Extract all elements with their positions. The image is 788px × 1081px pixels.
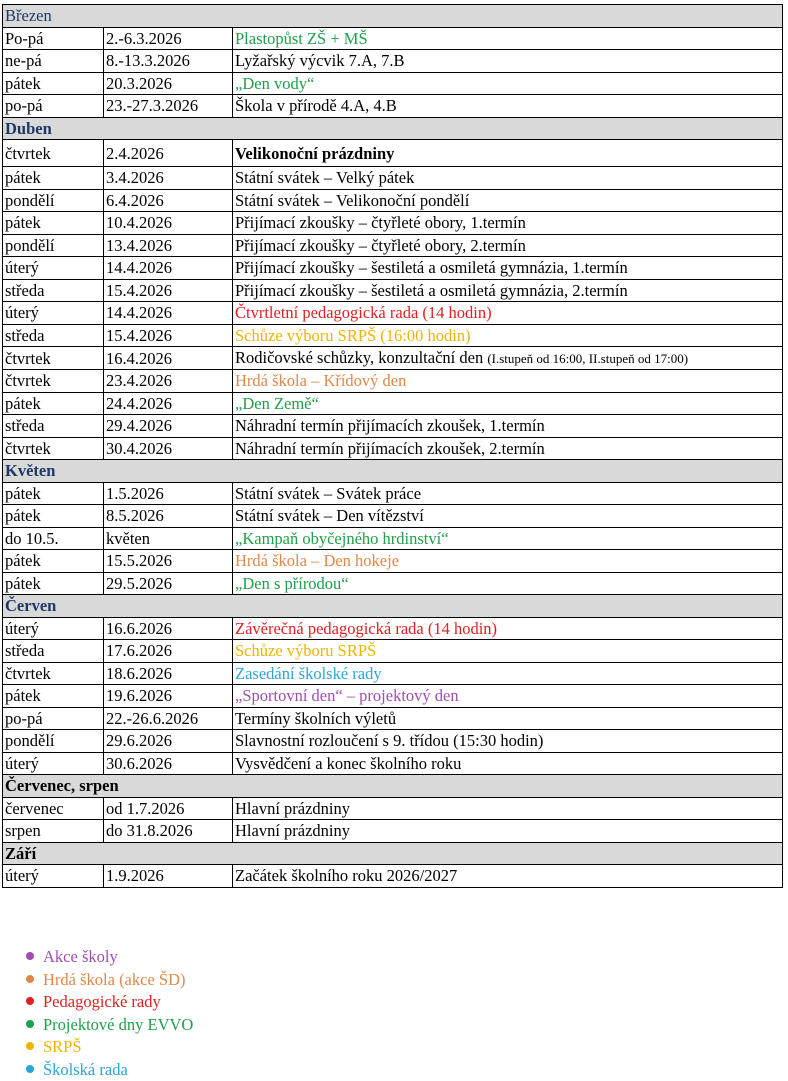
event-note: (I.stupeň od 16:00, II.stupeň od 17:00) <box>487 351 688 366</box>
event-cell <box>233 72 783 95</box>
day-cell: čtvrtek <box>3 347 104 370</box>
day-cell: červenec <box>3 797 104 820</box>
day-cell: středa <box>3 415 104 438</box>
event-cell <box>233 707 783 730</box>
event-text: Státní svátek – Velký pátek <box>235 168 414 187</box>
day-cell: pátek <box>3 392 104 415</box>
month-heading: Září <box>3 842 783 865</box>
event-row <box>3 662 783 685</box>
bullet-dot-icon <box>26 1020 34 1028</box>
date-cell: 8.-13.3.2026 <box>104 50 233 73</box>
date-cell: 29.4.2026 <box>104 415 233 438</box>
day-cell: čtvrtek <box>3 370 104 393</box>
day-cell: po-pá <box>3 95 104 118</box>
date-cell: 23.4.2026 <box>104 370 233 393</box>
legend-label: SRPŠ <box>43 1037 82 1056</box>
date-cell: od 1.7.2026 <box>104 797 233 820</box>
date-cell: 20.3.2026 <box>104 72 233 95</box>
event-row <box>3 685 783 708</box>
event-cell <box>233 550 783 573</box>
event-text: Státní svátek – Den vítězství <box>235 506 424 525</box>
day-cell: středa <box>3 279 104 302</box>
date-cell: 2.-6.3.2026 <box>104 27 233 50</box>
legend-item-akce <box>26 946 193 969</box>
date-cell: 8.5.2026 <box>104 505 233 528</box>
day-cell: pátek <box>3 212 104 235</box>
date-cell: 2.4.2026 <box>104 140 233 167</box>
event-cell <box>233 212 783 235</box>
event-text: „Den Země“ <box>235 394 319 413</box>
bullet-dot-icon <box>26 975 34 983</box>
event-cell <box>233 662 783 685</box>
event-text: Přijímací zkoušky – šestiletá a osmiletá gymnázia, 1.termín <box>235 258 628 277</box>
event-row <box>3 752 783 775</box>
event-row <box>3 189 783 212</box>
date-cell: 15.5.2026 <box>104 550 233 573</box>
event-row <box>3 392 783 415</box>
day-cell: srpen <box>3 820 104 843</box>
day-cell: úterý <box>3 302 104 325</box>
event-row <box>3 324 783 347</box>
day-cell: úterý <box>3 617 104 640</box>
event-text: „Sportovní den“ – projektový den <box>235 686 459 705</box>
event-cell <box>233 50 783 73</box>
event-row <box>3 707 783 730</box>
event-row <box>3 415 783 438</box>
date-cell: 16.6.2026 <box>104 617 233 640</box>
event-row <box>3 212 783 235</box>
calendar-body <box>3 5 783 888</box>
day-cell: pondělí <box>3 730 104 753</box>
month-header-row <box>3 842 783 865</box>
event-text: Náhradní termín přijímacích zkoušek, 2.termín <box>235 439 545 458</box>
day-cell: úterý <box>3 752 104 775</box>
event-cell <box>233 797 783 820</box>
event-row <box>3 234 783 257</box>
event-row <box>3 302 783 325</box>
event-row <box>3 797 783 820</box>
event-row <box>3 257 783 280</box>
month-header-row <box>3 595 783 618</box>
legend-label: Akce školy <box>43 947 118 966</box>
day-cell: pátek <box>3 505 104 528</box>
event-text: Státní svátek – Svátek práce <box>235 484 421 503</box>
day-cell: pátek <box>3 550 104 573</box>
date-cell: květen <box>104 527 233 550</box>
month-header-row <box>3 5 783 28</box>
date-cell: 17.6.2026 <box>104 640 233 663</box>
day-cell: pondělí <box>3 234 104 257</box>
date-cell: 10.4.2026 <box>104 212 233 235</box>
event-text: Státní svátek – Velikonoční pondělí <box>235 191 469 210</box>
event-cell <box>233 27 783 50</box>
legend-item-skolska <box>26 1059 193 1081</box>
event-text: Začátek školního roku 2026/2027 <box>235 866 457 885</box>
color-legend <box>26 946 193 1081</box>
event-cell <box>233 640 783 663</box>
bullet-dot-icon <box>26 952 34 960</box>
event-row <box>3 527 783 550</box>
date-cell: 23.-27.3.2026 <box>104 95 233 118</box>
bullet-dot-icon <box>26 997 34 1005</box>
event-text: „Den s přírodou“ <box>235 574 349 593</box>
day-cell: pondělí <box>3 189 104 212</box>
event-text: „Den vody“ <box>235 74 314 93</box>
event-text: Vysvědčení a konec školního roku <box>235 754 461 773</box>
date-cell: 15.4.2026 <box>104 324 233 347</box>
date-cell: 3.4.2026 <box>104 167 233 190</box>
event-row <box>3 167 783 190</box>
event-cell <box>233 234 783 257</box>
legend-item-pedagogicke <box>26 991 193 1014</box>
month-heading: Duben <box>3 117 783 140</box>
event-text: Lyžařský výcvik 7.A, 7.B <box>235 51 405 70</box>
event-text: Hlavní prázdniny <box>235 799 350 818</box>
date-cell: do 31.8.2026 <box>104 820 233 843</box>
month-heading: Březen <box>3 5 783 28</box>
event-row <box>3 617 783 640</box>
legend-label: Hrdá škola (akce ŠD) <box>43 970 186 989</box>
event-cell <box>233 324 783 347</box>
legend-label: Pedagogické rady <box>43 992 161 1011</box>
day-cell: pátek <box>3 167 104 190</box>
event-row <box>3 140 783 167</box>
event-text: Čtvrtletní pedagogická rada (14 hodin) <box>235 303 492 322</box>
event-cell <box>233 820 783 843</box>
month-header-row <box>3 460 783 483</box>
day-cell: pátek <box>3 572 104 595</box>
school-calendar-table <box>2 4 783 888</box>
event-cell <box>233 257 783 280</box>
event-cell <box>233 347 783 370</box>
day-cell: úterý <box>3 865 104 888</box>
event-cell <box>233 392 783 415</box>
event-row <box>3 865 783 888</box>
event-cell <box>233 279 783 302</box>
event-text: Hrdá škola – Křídový den <box>235 371 406 390</box>
event-text: Přijímací zkoušky – šestiletá a osmiletá gymnázia, 2.termín <box>235 281 628 300</box>
day-cell: do 10.5. <box>3 527 104 550</box>
event-row <box>3 95 783 118</box>
event-cell <box>233 505 783 528</box>
event-row <box>3 730 783 753</box>
event-cell <box>233 415 783 438</box>
date-cell: 29.6.2026 <box>104 730 233 753</box>
date-cell: 1.9.2026 <box>104 865 233 888</box>
day-cell: pátek <box>3 72 104 95</box>
event-cell <box>233 189 783 212</box>
day-cell: Po-pá <box>3 27 104 50</box>
bullet-dot-icon <box>26 1042 34 1050</box>
month-header-row <box>3 117 783 140</box>
event-text: Schůze výboru SRPŠ (16:00 hodin) <box>235 326 471 345</box>
day-cell: úterý <box>3 257 104 280</box>
event-text: Slavnostní rozloučení s 9. třídou (15:30 hodin) <box>235 731 543 750</box>
legend-item-hrda <box>26 969 193 992</box>
event-text: Náhradní termín přijímacích zkoušek, 1.termín <box>235 416 545 435</box>
event-text: Termíny školních výletů <box>235 709 396 728</box>
date-cell: 29.5.2026 <box>104 572 233 595</box>
event-row <box>3 279 783 302</box>
event-cell <box>233 685 783 708</box>
day-cell: středa <box>3 640 104 663</box>
event-cell <box>233 370 783 393</box>
event-cell <box>233 527 783 550</box>
date-cell: 13.4.2026 <box>104 234 233 257</box>
event-text: Rodičovské schůzky, konzultační den <box>235 348 487 367</box>
day-cell: pátek <box>3 482 104 505</box>
event-cell <box>233 437 783 460</box>
event-row <box>3 820 783 843</box>
event-text: „Kampaň obyčejného hrdinství“ <box>235 529 449 548</box>
date-cell: 1.5.2026 <box>104 482 233 505</box>
event-cell <box>233 752 783 775</box>
date-cell: 14.4.2026 <box>104 302 233 325</box>
day-cell: čtvrtek <box>3 662 104 685</box>
event-text: Závěrečná pedagogická rada (14 hodin) <box>235 619 497 638</box>
date-cell: 18.6.2026 <box>104 662 233 685</box>
event-row <box>3 640 783 663</box>
event-row <box>3 550 783 573</box>
date-cell: 14.4.2026 <box>104 257 233 280</box>
day-cell: čtvrtek <box>3 140 104 167</box>
event-text: Zasedání školské rady <box>235 664 382 683</box>
event-row <box>3 72 783 95</box>
event-text: Škola v přírodě 4.A, 4.B <box>235 96 397 115</box>
event-cell <box>233 572 783 595</box>
event-text: Přijímací zkoušky – čtyřleté obory, 1.termín <box>235 213 526 232</box>
event-text: Schůze výboru SRPŠ <box>235 641 376 660</box>
event-text: Plastopůst ZŠ + MŠ <box>235 29 368 48</box>
date-cell: 30.4.2026 <box>104 437 233 460</box>
day-cell: pátek <box>3 685 104 708</box>
event-cell <box>233 140 783 167</box>
event-text: Hrdá škola – Den hokeje <box>235 551 399 570</box>
date-cell: 19.6.2026 <box>104 685 233 708</box>
event-row <box>3 50 783 73</box>
legend-label: Školská rada <box>43 1060 128 1079</box>
event-cell <box>233 617 783 640</box>
legend-item-srps <box>26 1036 193 1059</box>
day-cell: ne-pá <box>3 50 104 73</box>
event-row <box>3 572 783 595</box>
day-cell: středa <box>3 324 104 347</box>
legend-item-evvo <box>26 1014 193 1037</box>
month-header-row <box>3 775 783 798</box>
event-row <box>3 482 783 505</box>
event-row <box>3 27 783 50</box>
date-cell: 24.4.2026 <box>104 392 233 415</box>
event-text: Hlavní prázdniny <box>235 821 350 840</box>
event-cell <box>233 167 783 190</box>
date-cell: 16.4.2026 <box>104 347 233 370</box>
event-text: Velikonoční prázdniny <box>235 144 394 163</box>
month-heading: Červen <box>3 595 783 618</box>
legend-label: Projektové dny EVVO <box>43 1015 193 1034</box>
event-row <box>3 437 783 460</box>
date-cell: 15.4.2026 <box>104 279 233 302</box>
date-cell: 6.4.2026 <box>104 189 233 212</box>
day-cell: čtvrtek <box>3 437 104 460</box>
event-row <box>3 347 783 370</box>
event-cell <box>233 865 783 888</box>
event-cell <box>233 730 783 753</box>
date-cell: 30.6.2026 <box>104 752 233 775</box>
month-heading: Červenec, srpen <box>3 775 783 798</box>
event-cell <box>233 302 783 325</box>
event-row <box>3 505 783 528</box>
date-cell: 22.-26.6.2026 <box>104 707 233 730</box>
event-row <box>3 370 783 393</box>
event-cell <box>233 95 783 118</box>
event-cell <box>233 482 783 505</box>
day-cell: po-pá <box>3 707 104 730</box>
bullet-dot-icon <box>26 1065 34 1073</box>
event-text: Přijímací zkoušky – čtyřleté obory, 2.termín <box>235 236 526 255</box>
month-heading: Květen <box>3 460 783 483</box>
